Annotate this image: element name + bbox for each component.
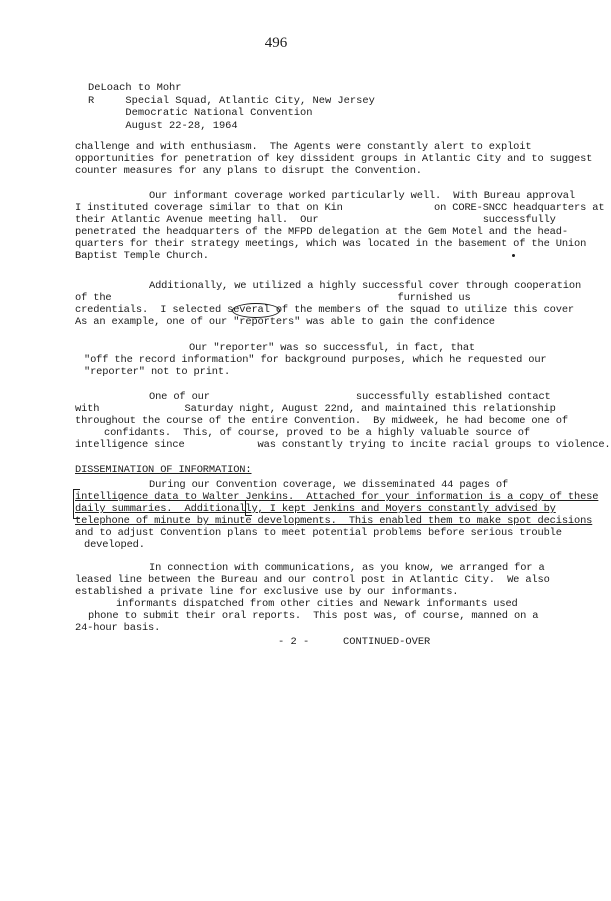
memo-header-line: R Special Squad, Atlantic City, New Jersey [88, 94, 375, 107]
body-line: and to adjust Convention plans to meet potential problems before serious trouble [75, 527, 562, 539]
section-heading: DISSEMINATION OF INFORMATION: [75, 464, 252, 476]
body-line: daily summaries. Additionally, I kept Jenkins and Moyers constantly advised by [75, 503, 556, 515]
body-line: challenge and with enthusiasm. The Agents were constantly alert to exploit [75, 141, 532, 153]
margin-mark [512, 254, 515, 257]
body-line: throughout the course of the entire Convention. By midweek, he had become one of [75, 415, 568, 427]
footer-page-marker: - 2 - [278, 636, 310, 648]
body-line: phone to submit their oral reports. This post was, of course, manned on a [88, 610, 539, 622]
body-line: opportunities for penetration of key dissident groups in Atlantic City and to suggest [75, 153, 593, 165]
body-line: telephone of minute by minute developments. This enabled them to make spot decisions [75, 515, 593, 527]
memo-header-line: Democratic National Convention [88, 107, 313, 120]
body-line: 24-hour basis. [75, 622, 161, 634]
footer-continued: CONTINUED-OVER [343, 636, 431, 648]
memo-header-line: August 22-28, 1964 [88, 119, 238, 132]
body-line: informants dispatched from other cities and Newark informants used [116, 598, 518, 610]
body-line: "off the record information" for background purposes, which he requested our [84, 354, 547, 366]
page-number: 496 [264, 35, 288, 51]
body-line: established a private line for exclusive use by our informants. [75, 586, 459, 598]
body-line: During our Convention coverage, we disseminated 44 pages of [149, 479, 509, 491]
body-line: In connection with communications, as you know, we arranged for a [149, 562, 545, 574]
body-line: As an example, one of our "reporters" was able to gain the confidence [75, 316, 495, 328]
body-line: intelligence data to Walter Jenkins. Attached for your information is a copy of these [75, 491, 599, 503]
body-line: developed. [84, 539, 145, 551]
body-line: counter measures for any plans to disrupt the Convention. [75, 165, 422, 177]
memo-header [88, 82, 375, 132]
body-line: credentials. I selected several of the members of the squad to utilize this cover [75, 304, 575, 316]
body-line: Additionally, we utilized a highly successful cover through cooperation [149, 280, 582, 292]
handwritten-circle [232, 303, 280, 318]
body-line: their Atlantic Avenue meeting hall. Our successfully [75, 214, 556, 226]
handwritten-bracket [245, 500, 252, 516]
body-line: Our "reporter" was so successful, in fact, that [189, 342, 476, 354]
body-line: One of our successfully established contact [149, 391, 551, 403]
body-line: of the furnished us [75, 292, 471, 304]
body-line: quarters for their strategy meetings, which was located in the basement of the Union [75, 238, 587, 250]
body-line: Our informant coverage worked particularly well. With Bureau approval [149, 190, 575, 202]
memo-header-line: DeLoach to Mohr [88, 82, 182, 94]
body-line: intelligence since was constantly trying to incite racial groups to violence. [75, 439, 611, 451]
body-line: leased line between the Bureau and our control post in Atlantic City. We also [75, 574, 550, 586]
body-line: "reporter" not to print. [84, 366, 231, 378]
body-line: confidants. This, of course, proved to be a highly valuable source of [104, 427, 530, 439]
body-line: with Saturday night, August 22nd, and maintained this relationship [75, 403, 556, 415]
body-line: I instituted coverage similar to that on Kin on CORE-SNCC headquarters at [75, 202, 605, 214]
body-line: penetrated the headquarters of the MFPD delegation at the Gem Motel and the head- [75, 226, 568, 238]
body-line: Baptist Temple Church. [75, 250, 209, 262]
handwritten-bracket [73, 489, 80, 519]
